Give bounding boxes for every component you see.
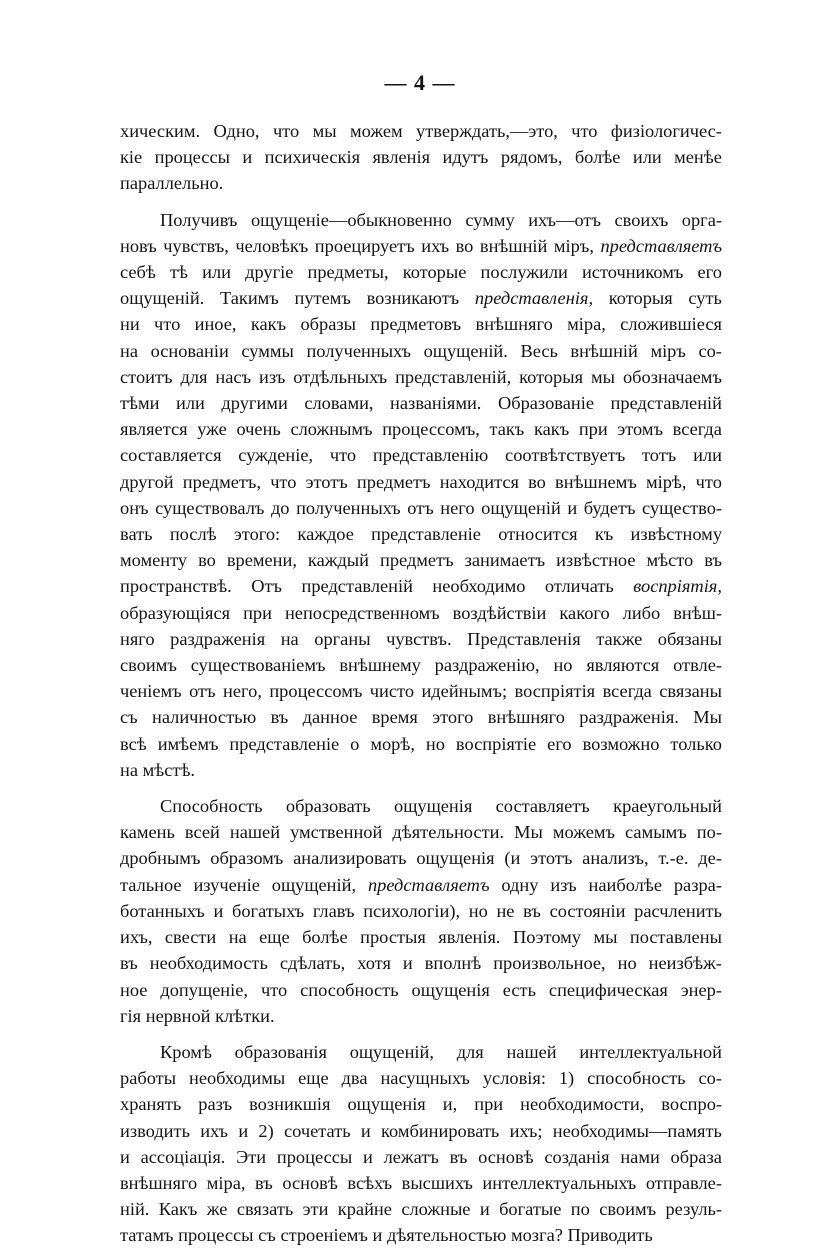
text-line: ное допущеніе, что способность ощущенія есть специфическая энер-	[120, 979, 722, 1000]
text-line: ній. Какъ же связать эти крайне сложные и богатые по своимъ резуль-	[120, 1199, 723, 1220]
text-line: пространствѣ. Отъ представленій необходимо отличать воспріятія,	[120, 576, 722, 597]
text-line: татамъ процессы съ строеніемъ и дѣятельностью мозга? Приводить	[120, 1225, 653, 1246]
text-line: на основаніи суммы полученныхъ ощущеній. Весь внѣшній міръ со-	[120, 340, 722, 361]
text-line: работы необходимы еще два насущныхъ условія: 1) способность со-	[120, 1068, 722, 1089]
text-line: няго раздраженія на органы чувствъ. Представленія также обязаны	[120, 628, 722, 649]
text-line: камень всей нашей умственной дѣятельности. Мы можемъ самымъ по-	[120, 822, 722, 843]
text-line: хическим. Одно, что мы можем утверждать,—это, что физіологичес-	[120, 121, 722, 141]
paragraph	[120, 793, 722, 1029]
text-line: онъ существовалъ до полученныхъ отъ него ощущеній и будетъ существо-	[120, 497, 723, 518]
text-line: своимъ существованіемъ внѣшнему раздраженію, но являются отвле-	[120, 655, 722, 676]
text-line: стоитъ для насъ изъ отдѣльныхъ представленій, которыя мы обозначаемъ	[120, 366, 722, 387]
text-line: въ необходимость сдѣлать, хотя и вполнѣ произвольное, но неизбѣж-	[120, 953, 722, 974]
text-line: себѣ тѣ или другіе предметы, которые послужили источникомъ его	[120, 262, 722, 283]
text-line: ихъ, свести на еще болѣе простыя явленія. Поэтому мы поставлены	[120, 927, 722, 948]
text-line: моменту во времени, каждый предметъ занимаетъ извѣстное мѣсто въ	[120, 550, 722, 571]
text-line: внѣшняго міра, въ основѣ всѣхъ высшихъ интеллектуальныхъ отправле-	[120, 1172, 722, 1193]
text-line: гія нервной клѣтки.	[120, 1005, 275, 1026]
text-line: на мѣстѣ.	[120, 759, 196, 780]
text-line: Получивъ ощущеніе—обыкновенно сумму ихъ—отъ своихъ орга-	[160, 209, 722, 230]
text-line: хранять разъ возникшія ощущенія и, при необходимости, воспро-	[120, 1094, 723, 1115]
text-line: ни что иное, какъ образы предметовъ внѣшняго міра, сложившіеся	[120, 314, 722, 335]
text-line: составляется сужденіе, что представленію соотвѣтствуетъ тотъ или	[120, 445, 722, 466]
body-text	[120, 118, 722, 1259]
text-line: ощущеній. Такимъ путемъ возникаютъ представленія, которыя суть	[120, 288, 722, 309]
text-line: вать послѣ этого: каждое представленіе относится къ извѣстному	[120, 524, 723, 545]
paragraph	[120, 207, 722, 783]
text-line: ченіемъ отъ него, процессомъ чисто идейнымъ; воспріятія всегда связаны	[120, 681, 722, 702]
text-line: и ассоціація. Эти процессы и лежатъ въ основѣ созданія нами образа	[120, 1146, 722, 1167]
text-line: тѣми или другими словами, названіями. Образованіе представленій	[120, 393, 723, 414]
text-line: тальное изученіе ощущеній, представляетъ одну изъ наиболѣе разра-	[120, 874, 722, 895]
text-line: всѣ имѣемъ представленіе о морѣ, но воспріятіе его возможно только	[120, 733, 722, 754]
paragraph	[120, 118, 722, 197]
text-line: параллельно.	[120, 173, 224, 194]
text-line: новъ чувствъ, человѣкъ проецируетъ ихъ во внѣшній міръ, представляетъ	[120, 235, 723, 256]
text-line: Кромѣ образованія ощущеній, для нашей интеллектуальной	[160, 1041, 722, 1062]
text-line: Способность образовать ощущенія составляетъ краеугольный	[160, 796, 722, 817]
text-line: кіе процессы и психическія явленія идутъ рядомъ, болѣе или менѣе	[120, 147, 722, 168]
text-line: съ наличностью въ данное время этого внѣшняго раздраженія. Мы	[120, 707, 722, 728]
text-line: образующіяся при непосредственномъ воздѣйствіи какого либо внѣш-	[120, 602, 723, 623]
text-line: изводить ихъ и 2) сочетать и комбинировать ихъ; необходимы—память	[120, 1120, 722, 1141]
text-line: дробнымъ образомъ анализировать ощущенія (и этотъ анализъ, т.-е. де-	[120, 848, 722, 869]
text-line: является уже очень сложнымъ процессомъ, такъ какъ при этомъ всегда	[120, 419, 722, 440]
text-line: другой предметъ, что этотъ предметъ находится во внѣшнемъ мірѣ, что	[120, 471, 722, 492]
paragraph	[120, 1039, 722, 1249]
text-line: ботанныхъ и богатыхъ главъ психологіи), но не въ состояніи расчленить	[120, 900, 722, 921]
page-number: — 4 —	[384, 70, 456, 95]
